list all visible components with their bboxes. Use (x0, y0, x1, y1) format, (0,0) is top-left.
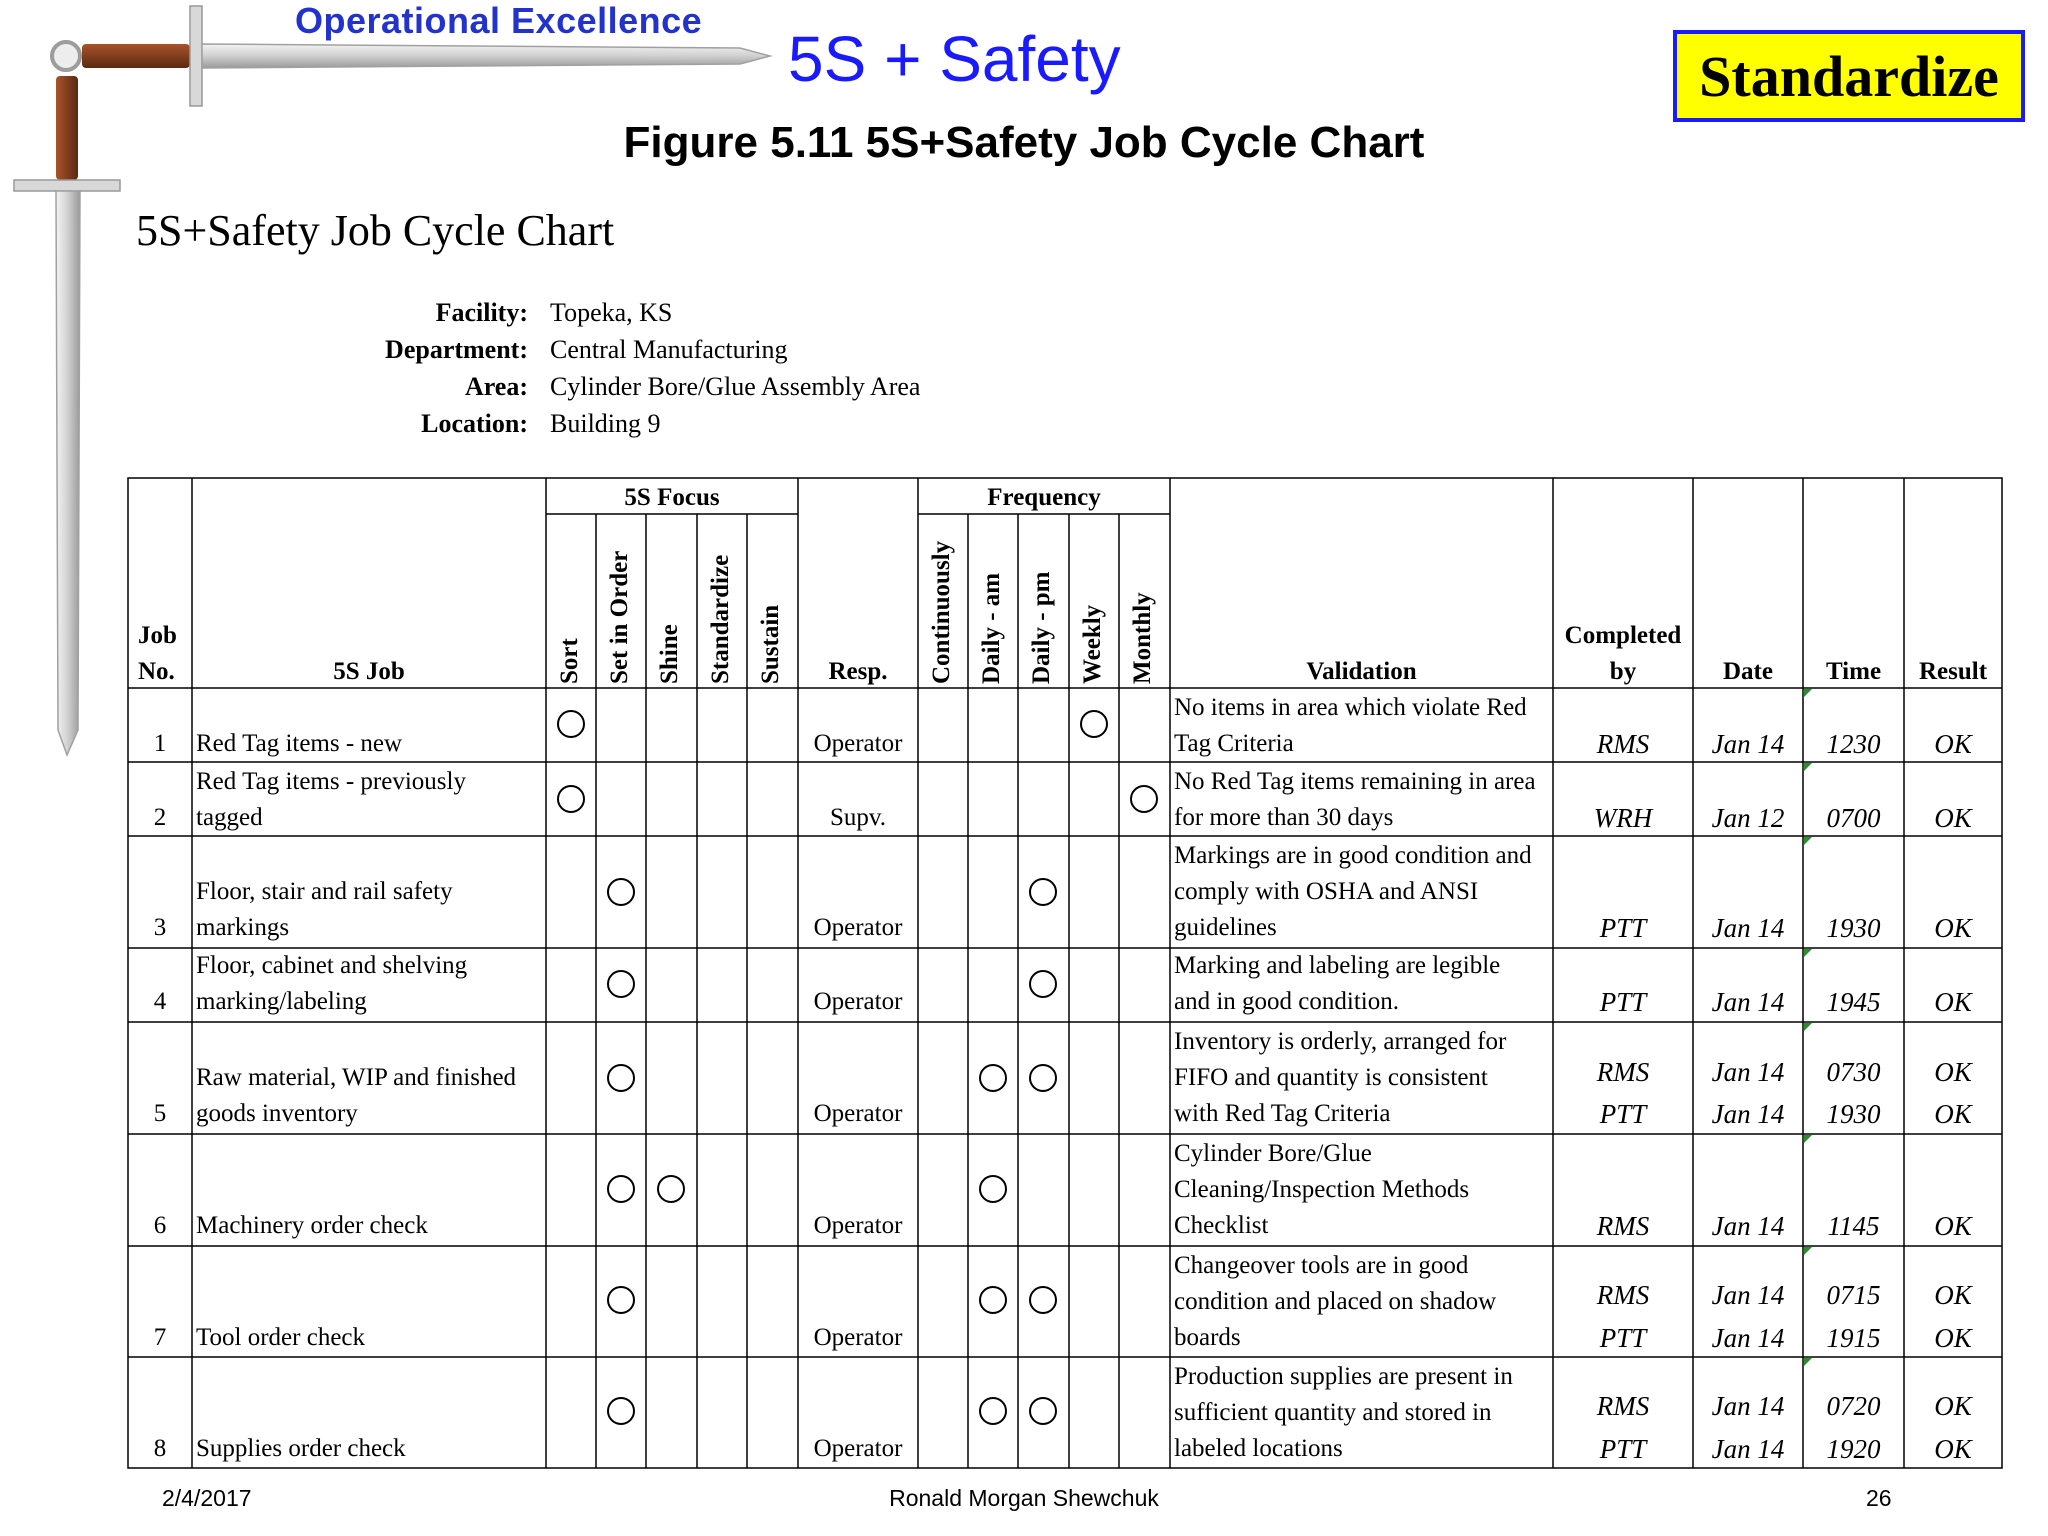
mark-circle (979, 1397, 1007, 1425)
mark-circle (1080, 710, 1108, 738)
mark-circle (1029, 1286, 1057, 1314)
row-3-validation-line: Markings are in good condition and (1174, 842, 1532, 869)
row-5-validation-line: Inventory is orderly, arranged for (1174, 1028, 1507, 1055)
mark-circle (657, 1175, 685, 1203)
mark-circle (1029, 878, 1057, 906)
area-label: Area: (464, 372, 528, 401)
location-value: Building 9 (550, 409, 661, 438)
row-7-no: 7 (153, 1324, 167, 1351)
row-8-validation-line: labeled locations (1174, 1435, 1343, 1462)
mark-circle (557, 785, 585, 813)
col-header-completed-a: Completed (1564, 622, 1682, 649)
area-value: Cylinder Bore/Glue Assembly Area (550, 372, 921, 401)
row-1-date: Jan 14 (1711, 729, 1785, 759)
row-3-completed-by: PTT (1599, 913, 1647, 943)
row-8-validation-line: Production supplies are present in (1174, 1363, 1513, 1390)
phase-badge: Standardize (1673, 30, 2025, 122)
mark-circle (979, 1286, 1007, 1314)
row-6-date: Jan 14 (1711, 1211, 1785, 1241)
row-2-validation-line: for more than 30 days (1174, 804, 1394, 831)
row-5-time: 1930 (1826, 1099, 1881, 1129)
col-header-time: Time (1825, 658, 1882, 685)
row-7-result: OK (1934, 1323, 1972, 1353)
row-6-time: 1145 (1827, 1211, 1880, 1241)
row-4-no: 4 (153, 988, 167, 1015)
row-7-time: 0715 (1826, 1280, 1881, 1310)
row-2-resp: Supv. (829, 804, 887, 831)
row-3-time: 1930 (1826, 913, 1881, 943)
row-4-validation-line: and in good condition. (1174, 988, 1399, 1015)
mark-circle (607, 1397, 635, 1425)
row-5-job-line: goods inventory (196, 1100, 358, 1127)
footer-page-number: 26 (1866, 1485, 1892, 1511)
row-1-resp: Operator (813, 730, 903, 757)
mark-circle (607, 1286, 635, 1314)
row-8-date: Jan 14 (1711, 1434, 1785, 1464)
col-header-set-in-order: Set in Order (606, 550, 633, 684)
row-5-completed-by: RMS (1596, 1057, 1650, 1087)
col-header-sustain: Sustain (757, 604, 784, 684)
row-6-resp: Operator (813, 1212, 903, 1239)
row-6-completed-by: RMS (1596, 1211, 1650, 1241)
row-3-validation-line: comply with OSHA and ANSI (1174, 878, 1479, 905)
row-7-date: Jan 14 (1711, 1280, 1785, 1310)
mark-circle (607, 878, 635, 906)
row-4-job-line: Floor, cabinet and shelving (196, 952, 468, 979)
group-header-5s-focus: 5S Focus (624, 484, 720, 511)
mark-circle (557, 710, 585, 738)
row-7-time: 1915 (1826, 1323, 1881, 1353)
row-8-time: 1920 (1826, 1434, 1881, 1464)
row-4-result: OK (1934, 987, 1972, 1017)
row-4-validation-line: Marking and labeling are legible (1174, 952, 1501, 979)
department-value: Central Manufacturing (550, 335, 788, 364)
row-8-job: Supplies order check (196, 1435, 406, 1462)
col-header-daily-am: Daily - am (978, 572, 1005, 684)
col-header-standardize: Standardize (707, 554, 734, 684)
col-header-result: Result (1918, 658, 1988, 685)
row-8-completed-by: PTT (1599, 1434, 1647, 1464)
row-1-validation-line: Tag Criteria (1174, 730, 1294, 757)
row-2-no: 2 (153, 804, 167, 831)
row-3-job-line: Floor, stair and rail safety (196, 878, 453, 905)
mark-circle (1029, 970, 1057, 998)
row-1-result: OK (1934, 729, 1972, 759)
col-header-shine: Shine (656, 624, 683, 684)
row-5-validation-line: FIFO and quantity is consistent (1174, 1064, 1488, 1091)
row-5-no: 5 (153, 1100, 167, 1127)
row-7-completed-by: PTT (1599, 1323, 1647, 1353)
row-8-no: 8 (153, 1435, 167, 1462)
row-4-time: 1945 (1826, 987, 1881, 1017)
row-3-result: OK (1934, 913, 1972, 943)
row-6-result: OK (1934, 1211, 1972, 1241)
col-header-validation: Validation (1306, 658, 1417, 685)
department-label: Department: (385, 335, 528, 364)
figure-title: Figure 5.11 5S+Safety Job Cycle Chart (623, 118, 1425, 167)
row-2-completed-by: WRH (1593, 803, 1653, 833)
col-header-daily-pm: Daily - pm (1028, 571, 1055, 684)
row-7-resp: Operator (813, 1324, 903, 1351)
col-header-completed-b: by (1609, 658, 1637, 685)
col-header-job-a: Job (138, 622, 177, 649)
facility-label: Facility: (435, 298, 528, 327)
row-3-no: 3 (153, 914, 167, 941)
mark-circle (1130, 785, 1158, 813)
row-6-validation-line: Cleaning/Inspection Methods (1174, 1176, 1470, 1203)
col-header-continuously: Continuously (928, 540, 955, 684)
row-7-job: Tool order check (196, 1324, 366, 1351)
page-title: 5S + Safety (788, 23, 1121, 95)
row-7-date: Jan 14 (1711, 1323, 1785, 1353)
row-2-job-line: Red Tag items - previously (196, 768, 466, 795)
row-3-date: Jan 14 (1711, 913, 1785, 943)
row-7-validation-line: boards (1174, 1324, 1241, 1351)
row-2-time: 0700 (1826, 803, 1881, 833)
row-8-resp: Operator (813, 1435, 903, 1462)
chart-title: 5S+Safety Job Cycle Chart (136, 206, 615, 255)
mark-circle (607, 970, 635, 998)
row-5-validation-line: with Red Tag Criteria (1174, 1100, 1391, 1127)
row-8-date: Jan 14 (1711, 1391, 1785, 1421)
row-5-date: Jan 14 (1711, 1057, 1785, 1087)
row-4-completed-by: PTT (1599, 987, 1647, 1017)
row-5-job-line: Raw material, WIP and finished (196, 1064, 517, 1091)
row-2-result: OK (1934, 803, 1972, 833)
row-5-completed-by: PTT (1599, 1099, 1647, 1129)
row-5-resp: Operator (813, 1100, 903, 1127)
row-2-date: Jan 12 (1711, 803, 1785, 833)
mark-circle (1029, 1397, 1057, 1425)
mark-circle (979, 1064, 1007, 1092)
mark-circle (607, 1175, 635, 1203)
row-8-completed-by: RMS (1596, 1391, 1650, 1421)
row-1-job: Red Tag items - new (196, 730, 403, 757)
row-5-result: OK (1934, 1099, 1972, 1129)
row-5-date: Jan 14 (1711, 1099, 1785, 1129)
row-6-validation-line: Checklist (1174, 1212, 1269, 1239)
row-7-completed-by: RMS (1596, 1280, 1650, 1310)
row-5-result: OK (1934, 1057, 1972, 1087)
row-1-time: 1230 (1826, 729, 1881, 759)
mark-circle (979, 1175, 1007, 1203)
footer-date: 2/4/2017 (162, 1485, 252, 1511)
facility-value: Topeka, KS (550, 298, 673, 327)
row-1-validation-line: No items in area which violate Red (1174, 694, 1527, 721)
row-8-result: OK (1934, 1434, 1972, 1464)
row-8-time: 0720 (1826, 1391, 1881, 1421)
row-6-no: 6 (153, 1212, 167, 1239)
col-header-monthly: Monthly (1129, 592, 1156, 684)
row-8-validation-line: sufficient quantity and stored in (1174, 1399, 1492, 1426)
col-header-5s-job: 5S Job (333, 658, 405, 685)
row-4-resp: Operator (813, 988, 903, 1015)
group-header-frequency: Frequency (987, 484, 1101, 511)
location-label: Location: (421, 409, 528, 438)
col-header-sort: Sort (556, 638, 583, 684)
row-4-job-line: marking/labeling (196, 988, 367, 1015)
row-4-date: Jan 14 (1711, 987, 1785, 1017)
row-5-time: 0730 (1826, 1057, 1881, 1087)
brand-title: Operational Excellence (295, 0, 703, 41)
col-header-weekly: Weekly (1079, 604, 1106, 684)
col-header-date: Date (1723, 658, 1773, 685)
row-1-no: 1 (153, 730, 167, 757)
row-6-job: Machinery order check (196, 1212, 428, 1239)
row-1-completed-by: RMS (1596, 729, 1650, 759)
mark-circle (607, 1064, 635, 1092)
row-3-job-line: markings (196, 914, 290, 941)
row-2-validation-line: No Red Tag items remaining in area (1174, 768, 1536, 795)
row-3-validation-line: guidelines (1174, 914, 1277, 941)
mark-circle (1029, 1064, 1057, 1092)
row-8-result: OK (1934, 1391, 1972, 1421)
row-2-job-line: tagged (196, 804, 263, 831)
col-header-resp: Resp. (828, 658, 888, 685)
row-7-validation-line: condition and placed on shadow (1174, 1288, 1497, 1315)
footer-author: Ronald Morgan Shewchuk (889, 1485, 1159, 1511)
row-7-result: OK (1934, 1280, 1972, 1310)
row-7-validation-line: Changeover tools are in good (1174, 1252, 1469, 1279)
row-6-validation-line: Cylinder Bore/Glue (1174, 1140, 1372, 1167)
row-3-resp: Operator (813, 914, 903, 941)
col-header-job-b: No. (138, 658, 175, 685)
